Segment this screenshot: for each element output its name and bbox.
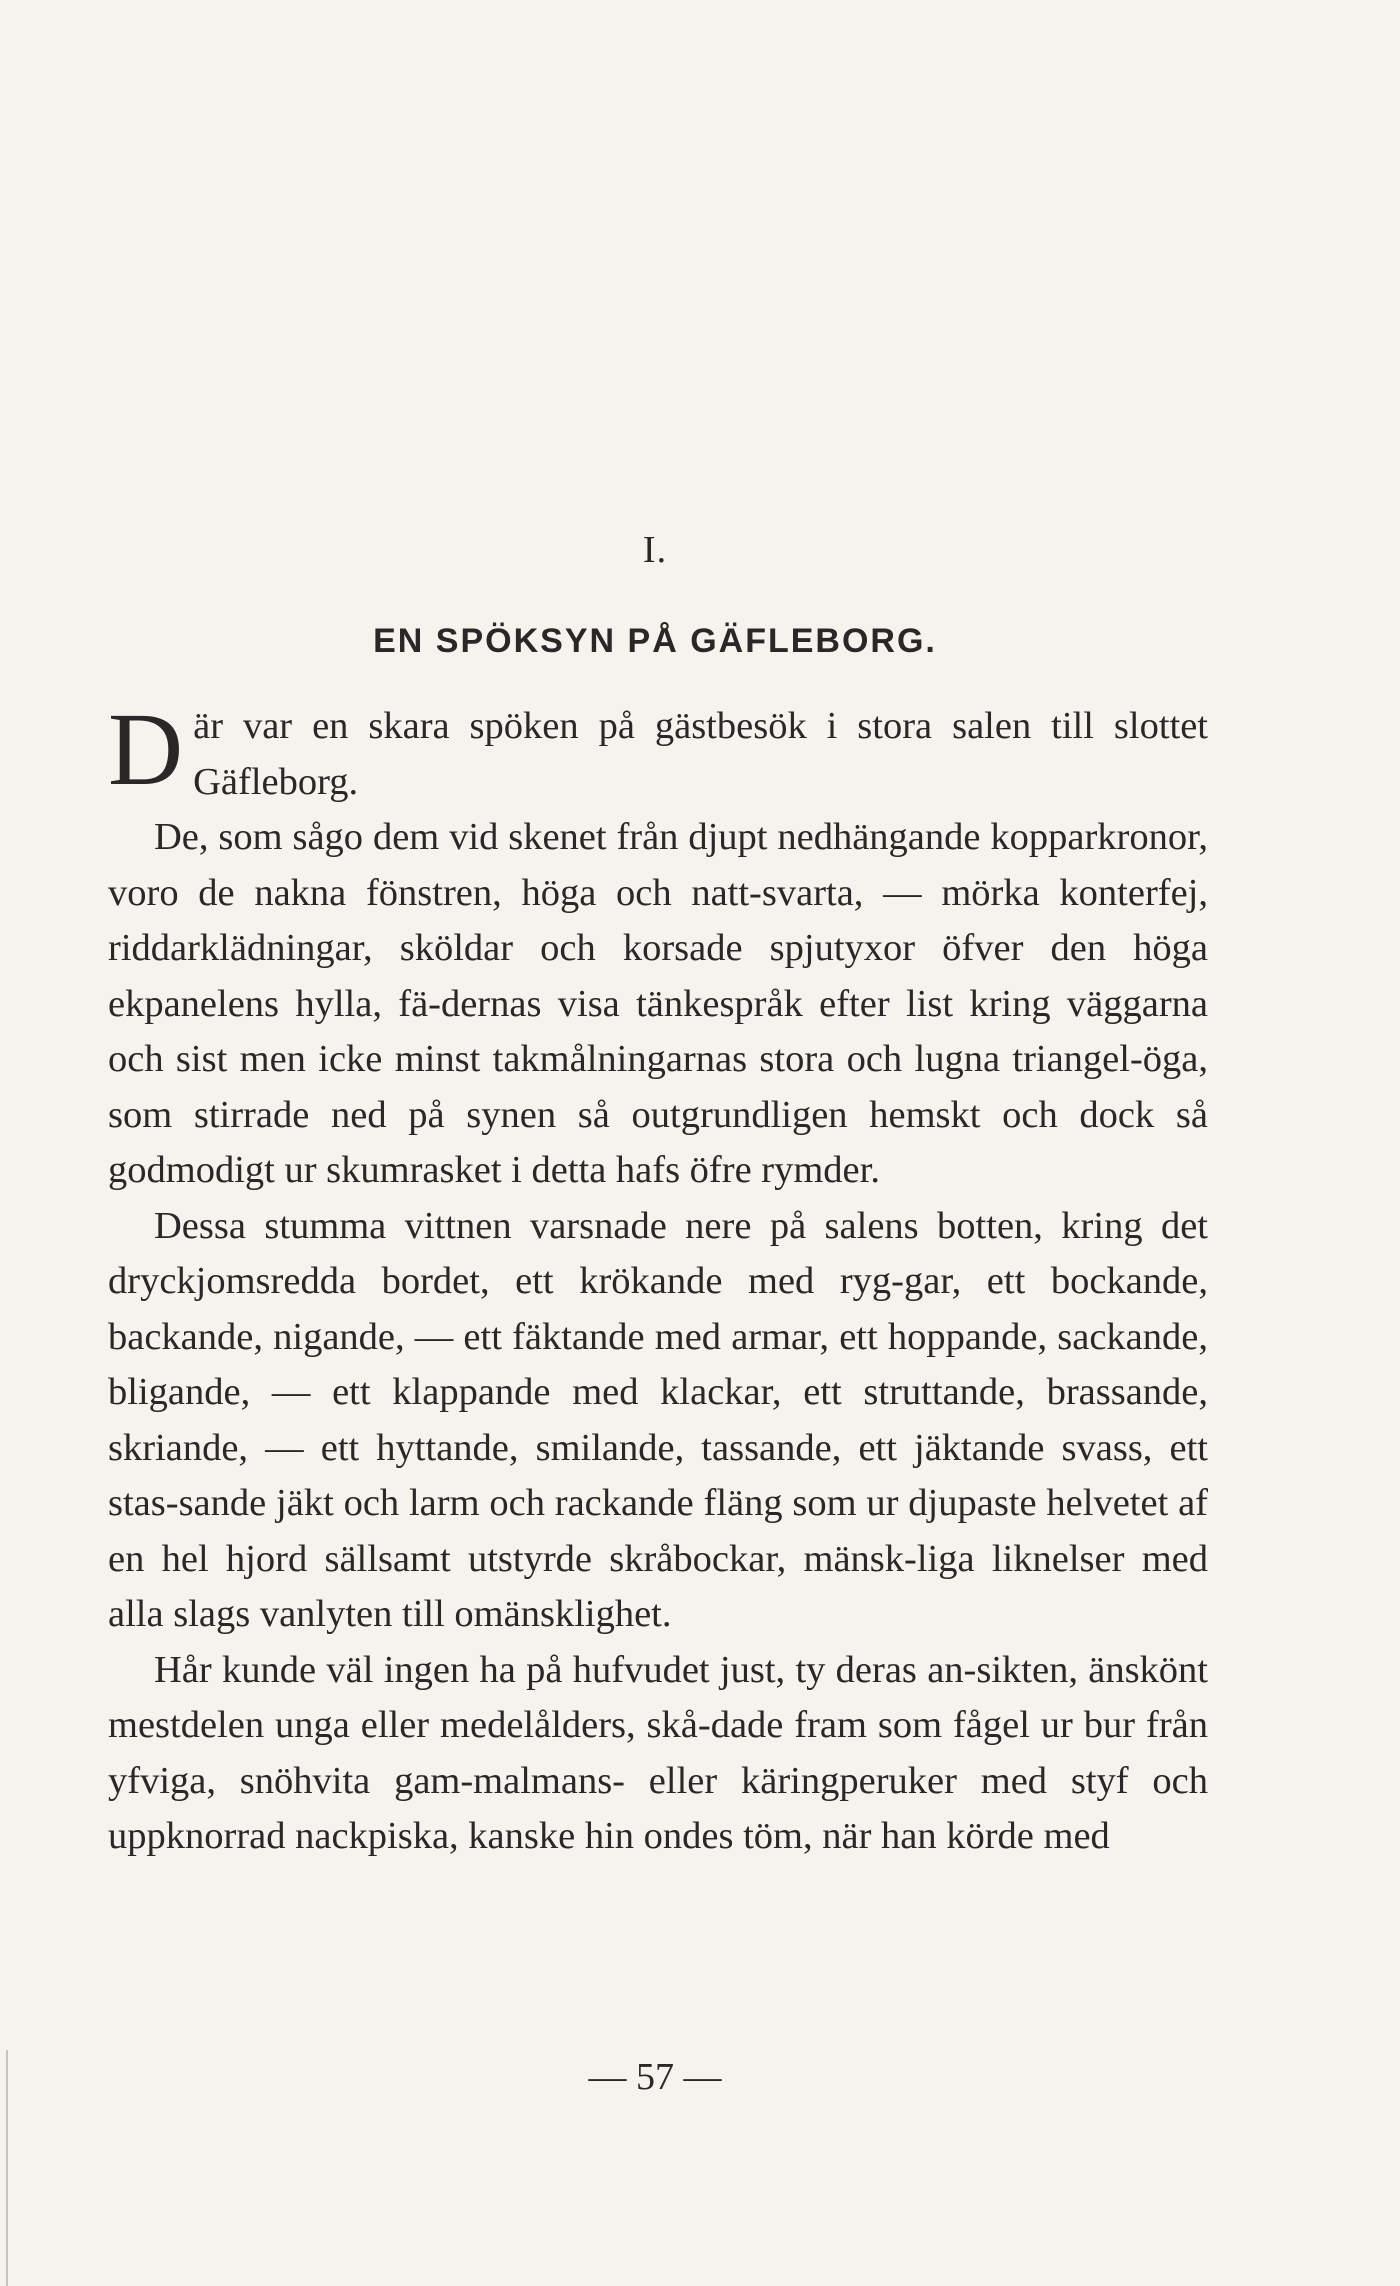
paragraph-2: De, som sågo dem vid skenet från djupt nedhängande kopparkronor, voro de nakna fönstren, höga och natt-svarta, — mörka konterfej, riddarklädningar, sköldar och korsade spjutyxor öfver den höga ekpanelens hylla, fä-dernas visa tänkespråk efter list kring väggarna och sist men icke minst takmålningarnas stora och lugna triangel-öga, som stirrade ned på synen så outgrundligen hemskt och dock så godmodigt ur skumrasket i detta hafs öfre rymder. (108, 816, 1208, 1191)
drop-cap: D (108, 692, 184, 807)
body-text (108, 692, 1208, 1865)
paragraph-4: Hår kunde väl ingen ha på hufvudet just, ty deras an-sikten, änskönt mestdelen unga eller medelålders, skå-dade fram som fågel ur bur från yfviga, snöhvita gam-malmans- eller käringperuker med styf och uppknorrad nackpiska, kanske hin ondes töm, när han körde med (108, 1648, 1208, 1857)
page-number: — 57 — (588, 2056, 722, 2098)
paragraph-1 (108, 692, 1208, 810)
chapter-number: I. (642, 529, 668, 571)
paragraph-1-text: är var en skara spöken på gästbesök i stora salen till slottet Gäfleborg. (193, 705, 1208, 803)
paragraph-3: Dessa stumma vittnen varsnade nere på salens botten, kring det dryckjomsredda bordet, ett krökande med ryg-gar, ett bockande, backande, nigande, — ett fäktande med armar, ett hoppande, sackande, bligande, — ett klappande med klackar, ett struttande, brassande, skriande, — ett hyttande, smilande, tassande, ett jäktande svass, ett stas-sande jäkt och larm och rackande fläng som ur djupaste helvetet af en hel hjord sällsamt utstyrde skråbockar, mänsk-liga liknelser med alla slags vanlyten till omänsklighet. (108, 1204, 1208, 1635)
chapter-title: EN SPÖKSYN PÅ GÄFLEBORG. (373, 622, 937, 660)
